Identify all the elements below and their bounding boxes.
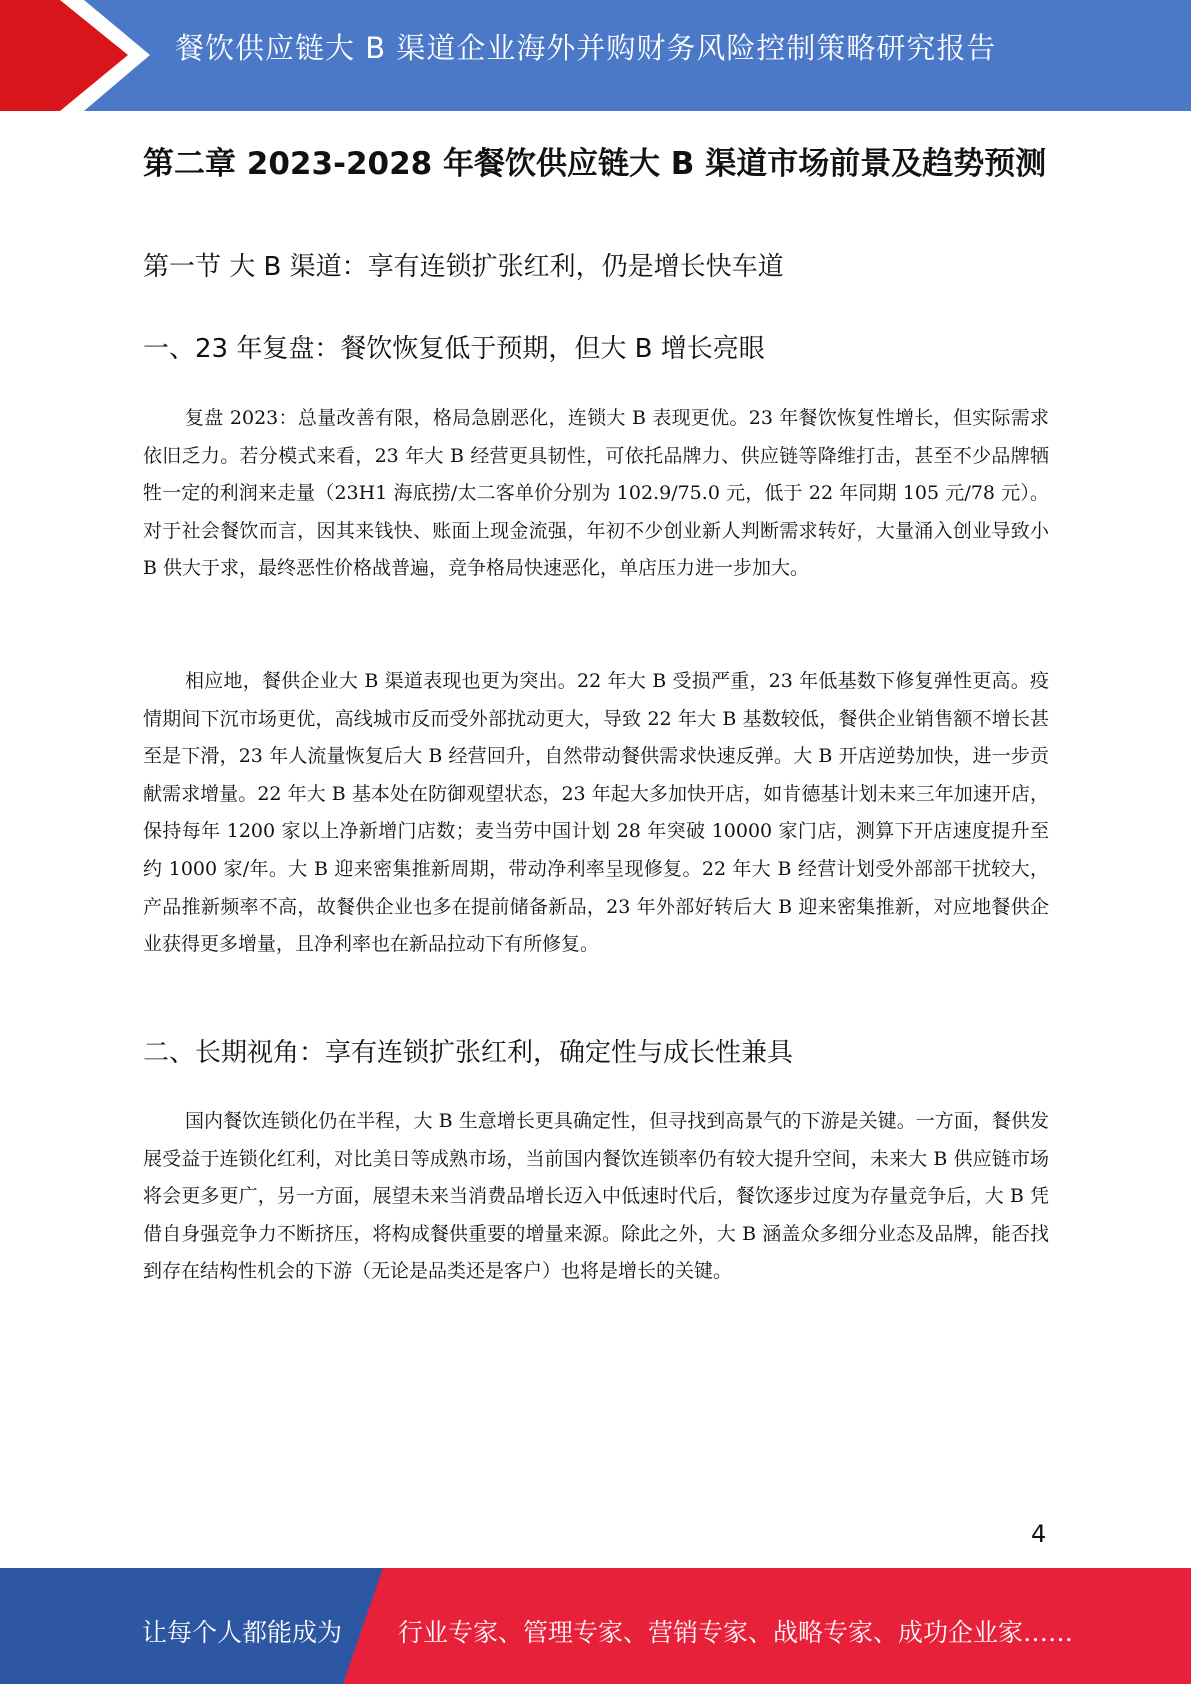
subsection-1-title: 一、23 年复盘：餐饮恢复低于预期，但大 B 增长亮眼 xyxy=(143,334,765,364)
footer-slogan-right: 行业专家、管理专家、营销专家、战略专家、成功企业家…… xyxy=(398,1618,1074,1647)
paragraph-long-term: 国内餐饮连锁化仍在半程，大 B 生意增长更具确定性，但寻找到高景气的下游是关键。一方面，餐供发展受益于连锁化红利，对比美日等成熟市场，当前国内餐饮连锁率仍有较大提升空间，未来大 B 供应链市场将会更多更广，另一方面，展望未来当消费品增长迈入中低速时代后，餐饮逐步过度为存量竞争后，大 B 凭借自身强竞争力不断挤压，将构成餐供重要的增量来源。除此之外，大 B 涵盖众多细分业态及品牌，能否找到存在结构性机会的下游（无论是品类还是客户）也将是增长的关键。 xyxy=(143,1110,1049,1283)
chapter-title: 第二章 2023-2028 年餐饮供应链大 B 渠道市场前景及趋势预测 xyxy=(143,146,1047,182)
footer-slogan-left: 让每个人都能成为 xyxy=(142,1618,343,1647)
page-number: 4 xyxy=(1031,1520,1047,1548)
paragraph-recap-2023: 复盘 2023：总量改善有限，格局急剧恶化，连锁大 B 表现更优。23 年餐饮恢复性增长，但实际需求依旧乏力。若分模式来看，23 年大 B 经营更具韧性，可依托品牌力、供应链等降维打击，甚至不少品牌牺牲一定的利润来走量（23H1 海底捞/太二客单价分别为 102.9/75.0 元，低于 22 年同期 105 元/78 元）。对于社会餐饮而言，因其来钱快、账面上现金流强，年初不少创业新人判断需求转好，大量涌入创业导致小 B 供大于求，最终恶性价格战普遍，竞争格局快速恶化，单店压力进一步加大。 xyxy=(143,407,1049,580)
header-banner xyxy=(0,0,1191,111)
report-title: 餐饮供应链大 B 渠道企业海外并购财务风险控制策略研究报告 xyxy=(175,31,997,65)
paragraph-big-b-channel: 相应地，餐供企业大 B 渠道表现也更为突出。22 年大 B 受损严重，23 年低基数下修复弹性更高。疫情期间下沉市场更优，高线城市反而受外部扰动更大，导致 22 年大 B 基数较低，餐供企业销售额不增长甚至是下滑，23 年人流量恢复后大 B 经营回升，自然带动餐供需求快速反弹。大 B 开店逆势加快，进一步贡献需求增量。22 年大 B 基本处在防御观望状态，23 年起大多加快开店，如肯德基计划未来三年加速开店，保持每年 1200 家以上净新增门店数；麦当劳中国计划 28 年突破 10000 家门店，测算下开店速度提升至约 1000 家/年。大 B 迎来密集推新周期，带动净利率呈现修复。22 年大 B 经营计划受外部部干扰较大，产品推新频率不高，故餐供企业也多在提前储备新品，23 年外部好转后大 B 迎来密集推新，对应地餐供企业获得更多增量，且净利率也在新品拉动下有所修复。 xyxy=(143,670,1049,956)
subsection-2-title: 二、长期视角：享有连锁扩张红利，确定性与成长性兼具 xyxy=(143,1038,794,1068)
footer-banner xyxy=(0,1568,1191,1684)
section-title: 第一节 大 B 渠道：享有连锁扩张红利，仍是增长快车道 xyxy=(143,252,784,282)
